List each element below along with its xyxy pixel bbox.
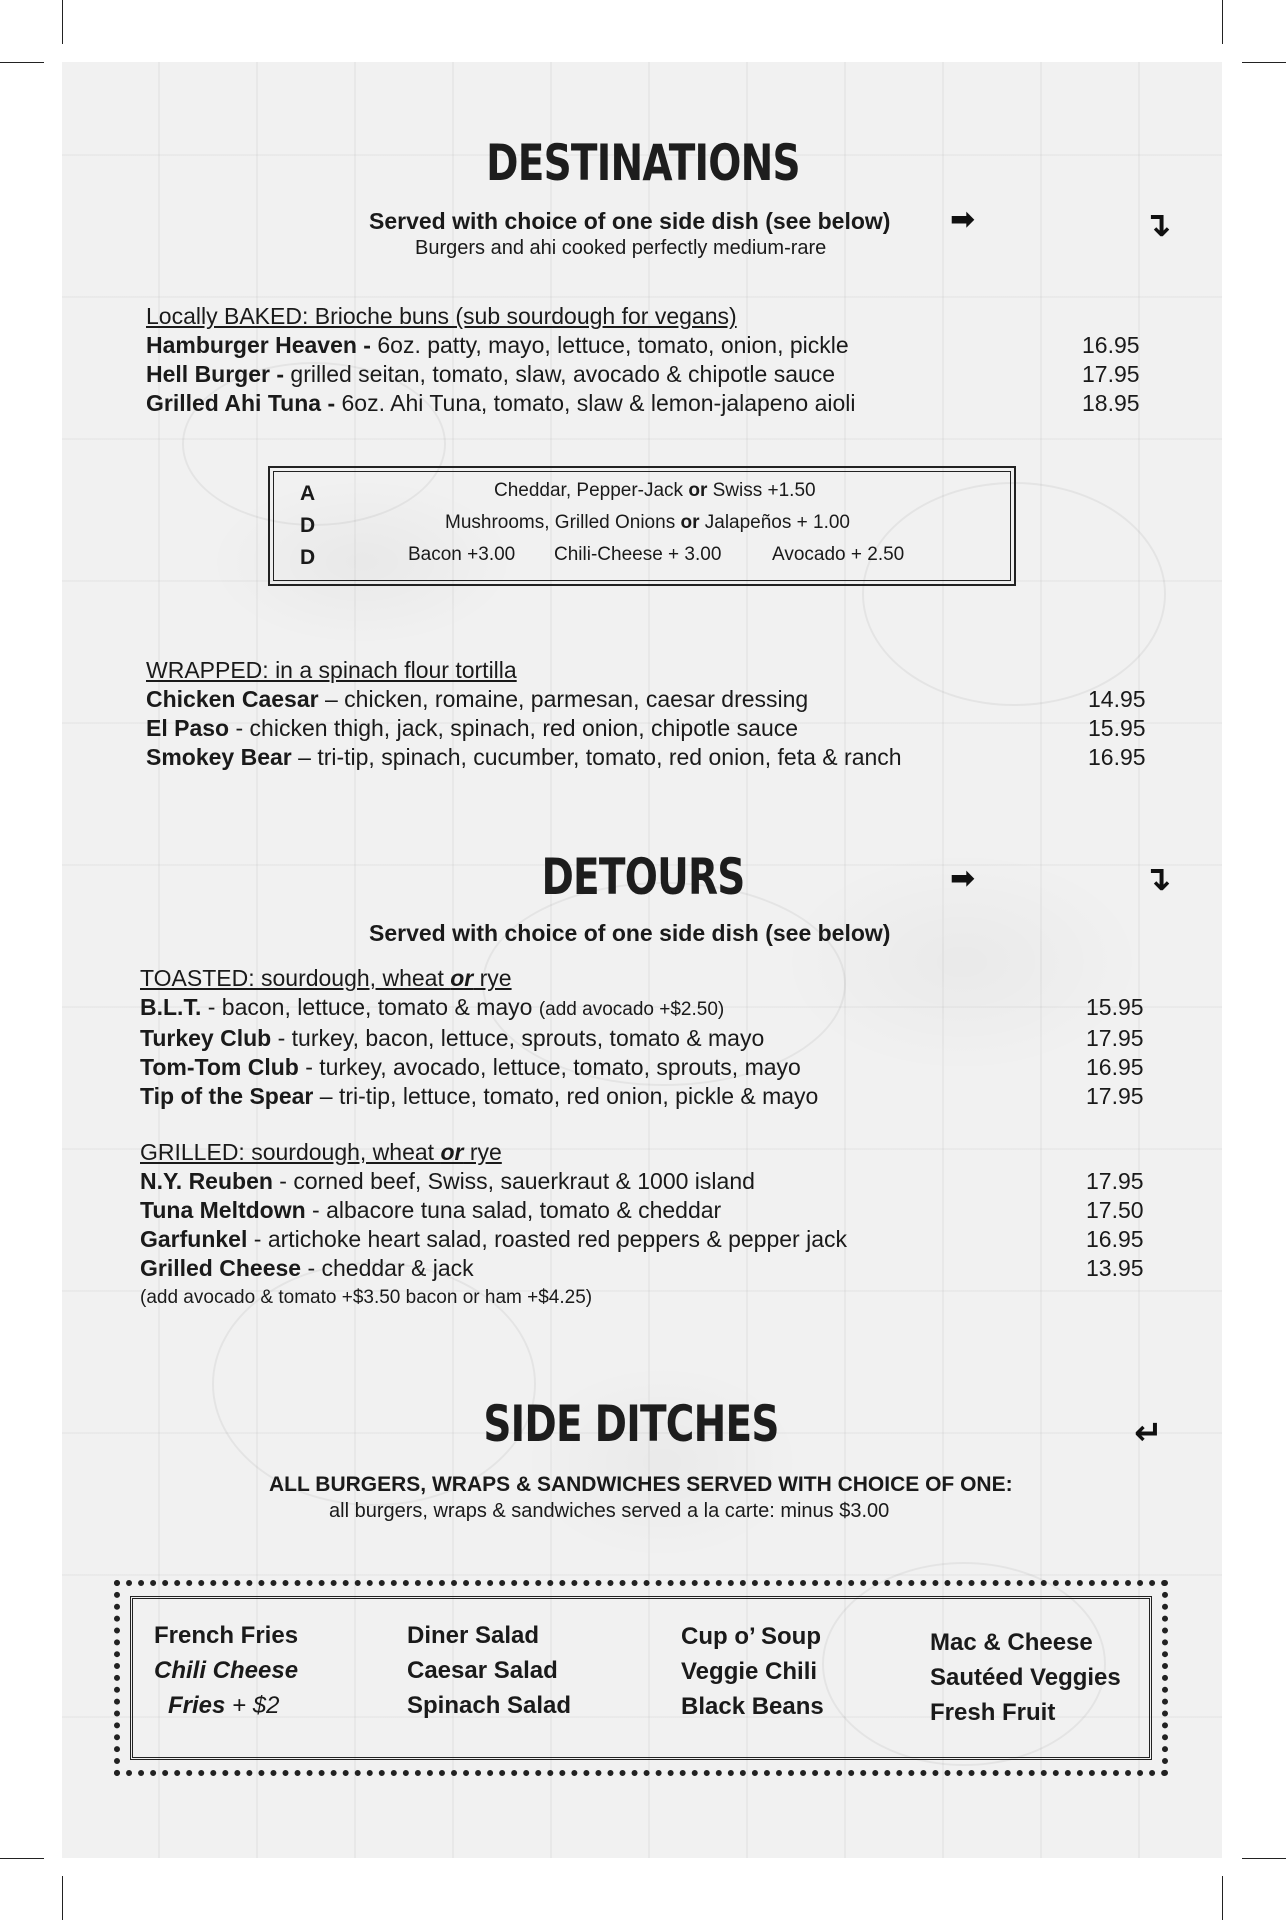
item-desc: - artichoke heart salad, roasted red peppers & pepper jack — [247, 1226, 847, 1252]
item-price: 16.95 — [1086, 1054, 1144, 1080]
menu-item — [146, 714, 1146, 743]
item-price: 17.95 — [1086, 1168, 1144, 1194]
item-desc: 6oz. Ahi Tuna, tomato, slaw & lemon-jalapeno aioli — [335, 390, 856, 416]
item-name: Chicken Caesar — [146, 686, 319, 712]
crop-mark — [1242, 1858, 1286, 1859]
menu-item — [146, 360, 1146, 389]
item-desc: - corned beef, Swiss, sauerkraut & 1000 island — [272, 1168, 755, 1194]
toasted-section — [140, 964, 1150, 1111]
menu-item — [146, 331, 1146, 360]
item-name: Grilled Cheese — [140, 1255, 302, 1281]
menu-item — [140, 1167, 1150, 1196]
item-price: 13.95 — [1086, 1255, 1144, 1281]
menu-item — [140, 1254, 1150, 1283]
item-price: 17.95 — [1086, 1083, 1144, 1109]
add-letter: D — [300, 514, 316, 537]
detours-subtitle: Served with choice of one side dish (see below) — [369, 920, 891, 946]
grilled-label: GRILLED: sourdough, wheat or rye — [140, 1139, 502, 1165]
item-name: Hamburger Heaven - — [146, 332, 371, 358]
item-desc: grilled seitan, tomato, slaw, avocado & chipotle sauce — [284, 361, 836, 387]
item-price: 17.50 — [1086, 1197, 1144, 1223]
detours-heading: DETOURS — [541, 848, 745, 906]
grilled-section — [140, 1138, 1150, 1312]
add-on-cheese: Cheddar, Pepper-Jack or Swiss +1.50 — [494, 480, 816, 501]
sides-heading: SIDE DITCHES — [483, 1395, 779, 1453]
add-on-bacon: Bacon +3.00 — [408, 544, 516, 565]
item-name: Hell Burger - — [146, 361, 285, 387]
item-price: 17.95 — [1086, 1025, 1144, 1051]
item-price: 14.95 — [1088, 686, 1146, 712]
sides-note: all burgers, wraps & sandwiches served a la carte: minus $3.00 — [329, 1500, 890, 1522]
sides-column-3 — [681, 1619, 824, 1724]
item-price: 16.95 — [1082, 332, 1140, 358]
destinations-note: Burgers and ahi cooked perfectly medium-rare — [415, 237, 827, 259]
toasted-label: TOASTED: sourdough, wheat or rye — [140, 965, 512, 991]
item-name: N.Y. Reuben — [140, 1168, 273, 1194]
wraps-section — [146, 656, 1146, 772]
item-desc: - chicken thigh, jack, spinach, red onion, chipotle sauce — [229, 715, 799, 741]
side-item: Caesar Salad — [407, 1657, 558, 1684]
item-desc: – tri-tip, lettuce, tomato, red onion, pickle & mayo — [313, 1083, 819, 1109]
crop-mark — [62, 1876, 63, 1920]
crop-mark — [62, 0, 63, 44]
destinations-heading: DESTINATIONS — [486, 134, 800, 192]
side-item: Fries + $2 — [168, 1692, 280, 1719]
side-item: Mac & Cheese — [930, 1629, 1093, 1656]
item-name: Smokey Bear — [146, 744, 292, 770]
grilled-addons-note: (add avocado & tomato +$3.50 bacon or ham +$4.25) — [140, 1287, 593, 1308]
burgers-label: Locally BAKED: Brioche buns (sub sourdough for vegans) — [146, 303, 737, 329]
sides-column-4 — [930, 1625, 1121, 1730]
item-name: Turkey Club — [140, 1025, 272, 1051]
menu-item — [140, 1024, 1150, 1053]
item-name: Tip of the Spear — [140, 1083, 314, 1109]
add-letter: D — [300, 546, 316, 569]
side-item: Sautéed Veggies — [930, 1664, 1121, 1691]
add-ons-box — [268, 466, 1016, 586]
menu-item — [140, 1225, 1150, 1254]
side-item: Cup o’ Soup — [681, 1623, 821, 1650]
arrow-turn-down-icon: ↴ — [1143, 206, 1172, 244]
menu-item — [140, 1196, 1150, 1225]
burgers-section — [146, 302, 1146, 418]
item-price: 15.95 — [1086, 994, 1144, 1020]
side-item: Veggie Chili — [681, 1658, 818, 1685]
item-desc: - turkey, bacon, lettuce, sprouts, tomato & mayo — [271, 1025, 765, 1051]
item-price: 17.95 — [1082, 361, 1140, 387]
add-on-avocado: Avocado + 2.50 — [772, 544, 905, 565]
sides-column-2 — [407, 1618, 571, 1723]
item-desc: - bacon, lettuce, tomato & mayo — [201, 994, 539, 1020]
arrow-turn-down-icon: ↴ — [1143, 860, 1172, 898]
item-price: 15.95 — [1088, 715, 1146, 741]
item-extra: (add avocado +$2.50) — [538, 999, 725, 1020]
crop-mark — [1222, 0, 1223, 44]
item-desc: - turkey, avocado, lettuce, tomato, sprouts, mayo — [298, 1054, 801, 1080]
add-letter: A — [300, 482, 316, 505]
item-name: Grilled Ahi Tuna - — [146, 390, 336, 416]
item-desc: – tri-tip, spinach, cucumber, tomato, red onion, feta & ranch — [291, 744, 902, 770]
crop-mark — [1222, 1876, 1223, 1920]
wraps-label: WRAPPED: in a spinach flour tortilla — [146, 657, 517, 683]
item-name: Tuna Meltdown — [140, 1197, 306, 1223]
item-desc: - cheddar & jack — [301, 1255, 474, 1281]
menu-item — [146, 743, 1146, 772]
arrow-right-icon: ➡ — [950, 862, 976, 895]
item-desc: – chicken, romaine, parmesan, caesar dressing — [318, 686, 809, 712]
side-item: Spinach Salad — [407, 1692, 572, 1719]
item-name: Tom-Tom Club — [140, 1054, 299, 1080]
item-name: B.L.T. — [140, 994, 202, 1020]
arrow-right-icon: ➡ — [950, 203, 976, 236]
menu-item — [140, 1053, 1150, 1082]
side-item: French Fries — [154, 1622, 299, 1649]
menu-item — [140, 1082, 1150, 1111]
crop-mark — [1242, 62, 1286, 63]
item-desc: - albacore tuna salad, tomato & cheddar — [305, 1197, 722, 1223]
arrow-turn-left-icon: ↵ — [1134, 1414, 1163, 1452]
destinations-subtitle: Served with choice of one side dish (see below) — [369, 208, 891, 234]
item-price: 16.95 — [1088, 744, 1146, 770]
menu-item — [146, 389, 1146, 418]
side-item: Diner Salad — [407, 1622, 540, 1649]
item-price: 18.95 — [1082, 390, 1140, 416]
add-on-chili-cheese: Chili-Cheese + 3.00 — [554, 544, 722, 565]
side-item: Black Beans — [681, 1693, 824, 1720]
menu-item — [140, 993, 1150, 1024]
sides-column-1 — [154, 1618, 298, 1723]
item-desc: 6oz. patty, mayo, lettuce, tomato, onion, pickle — [370, 332, 849, 358]
item-name: Garfunkel — [140, 1226, 248, 1252]
sides-subtitle: ALL BURGERS, WRAPS & SANDWICHES SERVED WITH CHOICE OF ONE: — [269, 1473, 1013, 1496]
item-price: 16.95 — [1086, 1226, 1144, 1252]
side-item: Fresh Fruit — [930, 1699, 1056, 1726]
crop-mark — [0, 1858, 44, 1859]
item-name: El Paso — [146, 715, 230, 741]
side-item: Chili Cheese — [154, 1657, 299, 1684]
crop-mark — [0, 62, 44, 63]
menu-item — [146, 685, 1146, 714]
add-on-toppings: Mushrooms, Grilled Onions or Jalapeños + 1.00 — [445, 512, 851, 533]
